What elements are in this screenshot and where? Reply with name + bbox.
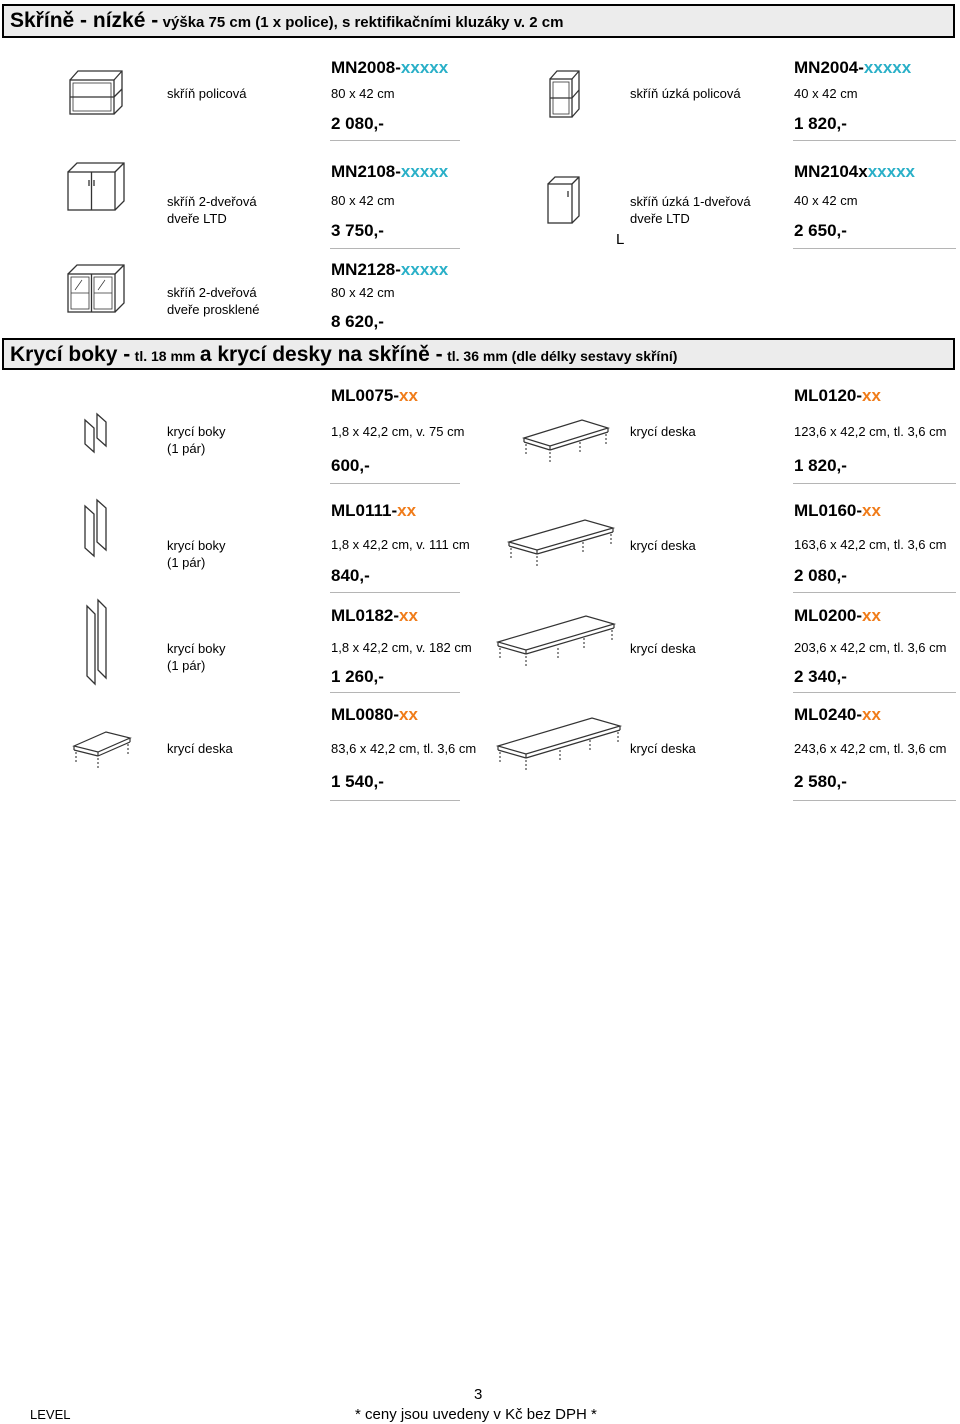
section-title: Skříně - nízké - — [10, 9, 159, 32]
product-code: MN2008-xxxxx — [331, 58, 449, 77]
divider — [330, 692, 460, 693]
cover-price: 2 340,- — [794, 667, 847, 686]
glass-door-cabinet-icon — [64, 262, 128, 316]
two-door-cabinet-icon — [64, 160, 128, 214]
cover-label: krycí boky — [167, 641, 226, 656]
product-code: MN2128-xxxxx — [331, 260, 449, 279]
cabinet-price: 1 820,- — [794, 114, 847, 133]
divider — [793, 800, 956, 801]
section-subtitle: výška 75 cm (1 x police), s rektifikačními kluzáky v. 2 cm — [162, 14, 564, 31]
product-code: MN2108-xxxxx — [331, 162, 449, 181]
cover-price: 2 080,- — [794, 566, 847, 585]
cover-dimensions: 1,8 x 42,2 cm, v. 75 cm — [331, 424, 465, 439]
cabinet-dimensions: 80 x 42 cm — [331, 193, 395, 208]
product-code: ML0240-xx — [794, 705, 881, 724]
side-panels-icon — [82, 410, 112, 456]
section-header-covers — [2, 338, 955, 370]
divider — [330, 800, 460, 801]
cover-label: krycí deska — [630, 538, 696, 553]
cover-price: 1 260,- — [331, 667, 384, 686]
cover-dimensions: 123,6 x 42,2 cm, tl. 3,6 cm — [794, 424, 947, 439]
section-subtitle: tl. 18 mm — [134, 348, 196, 364]
product-code: ML0120-xx — [794, 386, 881, 405]
cabinet-label: skříň úzká 1-dveřová — [630, 194, 751, 209]
cabinet-price: 8 620,- — [331, 312, 384, 331]
top-board-icon — [494, 712, 624, 776]
cabinet-price: 2 650,- — [794, 221, 847, 240]
cabinet-dimensions: 80 x 42 cm — [331, 285, 395, 300]
section-subtitle: tl. 36 mm (dle délky sestavy skříní) — [447, 348, 678, 364]
cover-dimensions: 83,6 x 42,2 cm, tl. 3,6 cm — [331, 741, 477, 756]
page-number: 3 — [474, 1386, 483, 1403]
cover-dimensions: 243,6 x 42,2 cm, tl. 3,6 cm — [794, 741, 947, 756]
product-code: ML0160-xx — [794, 501, 881, 520]
cover-price: 840,- — [331, 566, 370, 585]
cover-label: krycí boky — [167, 538, 226, 553]
product-code: ML0200-xx — [794, 606, 881, 625]
cover-quantity: (1 pár) — [167, 555, 206, 570]
cabinet-dimensions: 80 x 42 cm — [331, 86, 395, 101]
cabinet-label: skříň 2-dveřová — [167, 285, 257, 300]
divider — [793, 692, 956, 693]
cabinet-door-type: dveře prosklené — [167, 302, 260, 317]
cabinet-label: skříň úzká policová — [630, 86, 741, 101]
cover-quantity: (1 pár) — [167, 441, 206, 456]
cover-label: krycí deska — [630, 741, 696, 756]
one-door-cabinet-icon — [544, 174, 582, 226]
divider — [793, 140, 956, 141]
brand-name: LEVEL — [30, 1407, 71, 1422]
section-title: Krycí boky - — [10, 343, 131, 366]
cover-label: krycí deska — [167, 741, 233, 756]
cabinet-price: 3 750,- — [331, 221, 384, 240]
side-panels-icon — [82, 496, 112, 560]
open-shelf-cabinet-icon — [64, 68, 126, 120]
product-code: MN2104xxxxxx — [794, 162, 915, 181]
narrow-shelf-cabinet-icon — [546, 68, 582, 122]
divider — [330, 140, 460, 141]
section-header-cabinets — [2, 4, 955, 38]
cover-label: krycí deska — [630, 641, 696, 656]
cover-dimensions: 1,8 x 42,2 cm, v. 111 cm — [331, 537, 470, 552]
cabinet-dimensions: 40 x 42 cm — [794, 193, 858, 208]
top-board-icon — [494, 610, 618, 672]
divider — [793, 248, 956, 249]
price-note: * ceny jsou uvedeny v Kč bez DPH * — [355, 1406, 597, 1423]
cover-price: 600,- — [331, 456, 370, 475]
cover-quantity: (1 pár) — [167, 658, 206, 673]
divider — [330, 592, 460, 593]
cabinet-door-type: dveře LTD — [167, 211, 227, 226]
cover-price: 1 820,- — [794, 456, 847, 475]
cabinet-price: 2 080,- — [331, 114, 384, 133]
product-code: ML0080-xx — [331, 705, 418, 724]
divider — [330, 483, 460, 484]
divider — [793, 483, 956, 484]
side-panels-icon — [84, 596, 112, 688]
top-board-icon — [505, 514, 617, 570]
cabinet-label: skříň policová — [167, 86, 247, 101]
product-code: ML0111-xx — [331, 501, 417, 520]
cabinet-door-type: dveře LTD — [630, 211, 690, 226]
stray-letter: L — [616, 231, 625, 248]
cover-label: krycí deska — [630, 424, 696, 439]
product-code: ML0075-xx — [331, 386, 418, 405]
divider — [330, 248, 460, 249]
cover-price: 1 540,- — [331, 772, 384, 791]
divider — [793, 592, 956, 593]
cover-dimensions: 163,6 x 42,2 cm, tl. 3,6 cm — [794, 537, 947, 552]
top-board-icon — [520, 414, 612, 464]
cabinet-dimensions: 40 x 42 cm — [794, 86, 858, 101]
cabinet-label: skříň 2-dveřová — [167, 194, 257, 209]
cover-price: 2 580,- — [794, 772, 847, 791]
product-code: MN2004-xxxxx — [794, 58, 912, 77]
cover-dimensions: 203,6 x 42,2 cm, tl. 3,6 cm — [794, 640, 947, 655]
cover-label: krycí boky — [167, 424, 226, 439]
product-code: ML0182-xx — [331, 606, 418, 625]
top-board-icon — [70, 726, 134, 770]
section-title: a krycí desky na skříně - — [199, 343, 443, 366]
cover-dimensions: 1,8 x 42,2 cm, v. 182 cm — [331, 640, 472, 655]
